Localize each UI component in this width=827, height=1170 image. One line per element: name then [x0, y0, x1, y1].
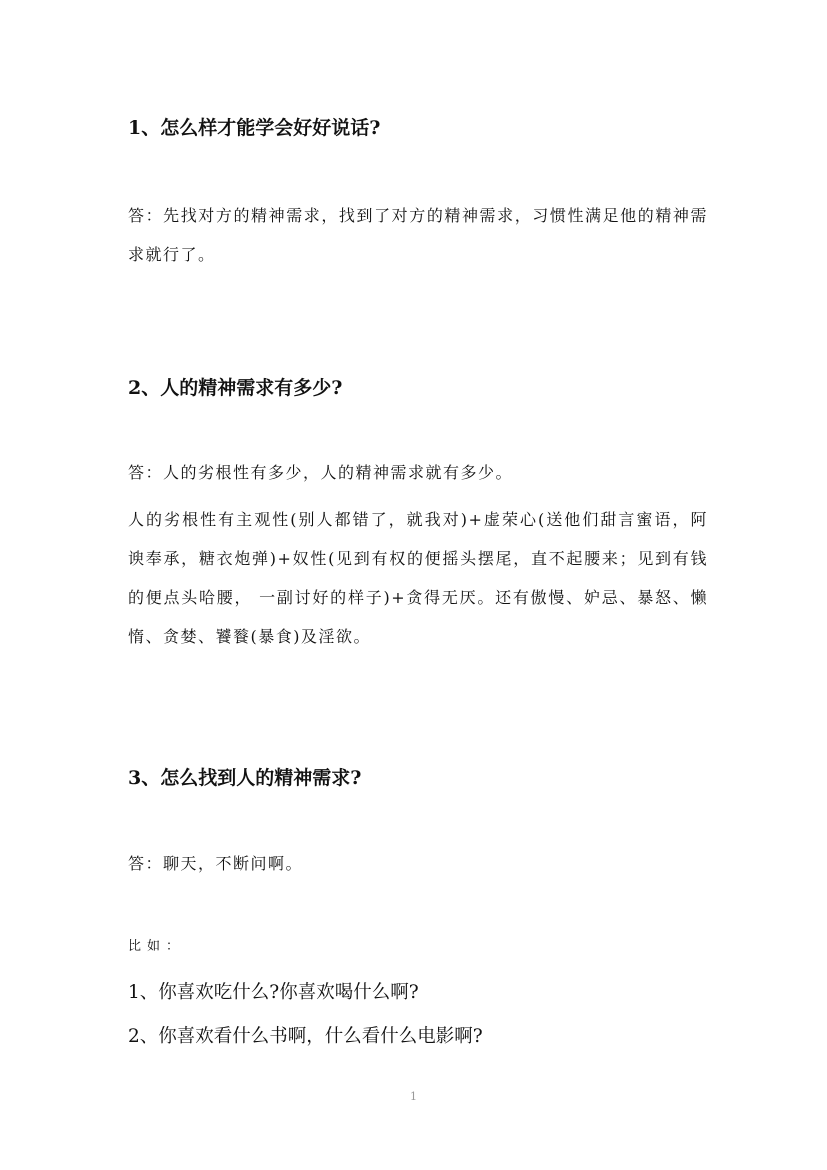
section-2-detail: 人的劣根性有主观性(别人都错了，就我对)+虚荣心(送他们甜言蜜语，阿谀奉承，糖衣炮弹)+奴性(见到有权的便摇头摆尾，直不起腰来；见到有钱的便点头哈腰， 一副讨好的样子)+贪得无厌。还有傲慢、妒忌、暴怒、懒惰、贪婪、饕餮(暴食)及淫欲。: [128, 510, 708, 646]
section-1-answer: 答：先找对方的精神需求，找到了对方的精神需求，习惯性满足他的精神需求就行了。: [128, 206, 708, 264]
section-2-answer: 答：人的劣根性有多少，人的精神需求就有多少。: [128, 463, 514, 482]
section-2-heading: 2、人的精神需求有多少?: [128, 377, 343, 399]
example-item-1: 1、你喜欢吃什么?你喜欢喝什么啊?: [128, 982, 419, 1003]
page-number: 1: [410, 1090, 417, 1103]
section-3-answer: 答：聊天，不断问啊。: [128, 854, 304, 873]
example-label: 比如：: [128, 939, 186, 954]
example-item-2: 2、你喜欢看什么书啊，什么看什么电影啊?: [128, 1026, 483, 1047]
section-3-heading: 3、怎么找到人的精神需求?: [128, 767, 362, 789]
section-1-heading: 1、怎么样才能学会好好说话?: [128, 117, 381, 139]
